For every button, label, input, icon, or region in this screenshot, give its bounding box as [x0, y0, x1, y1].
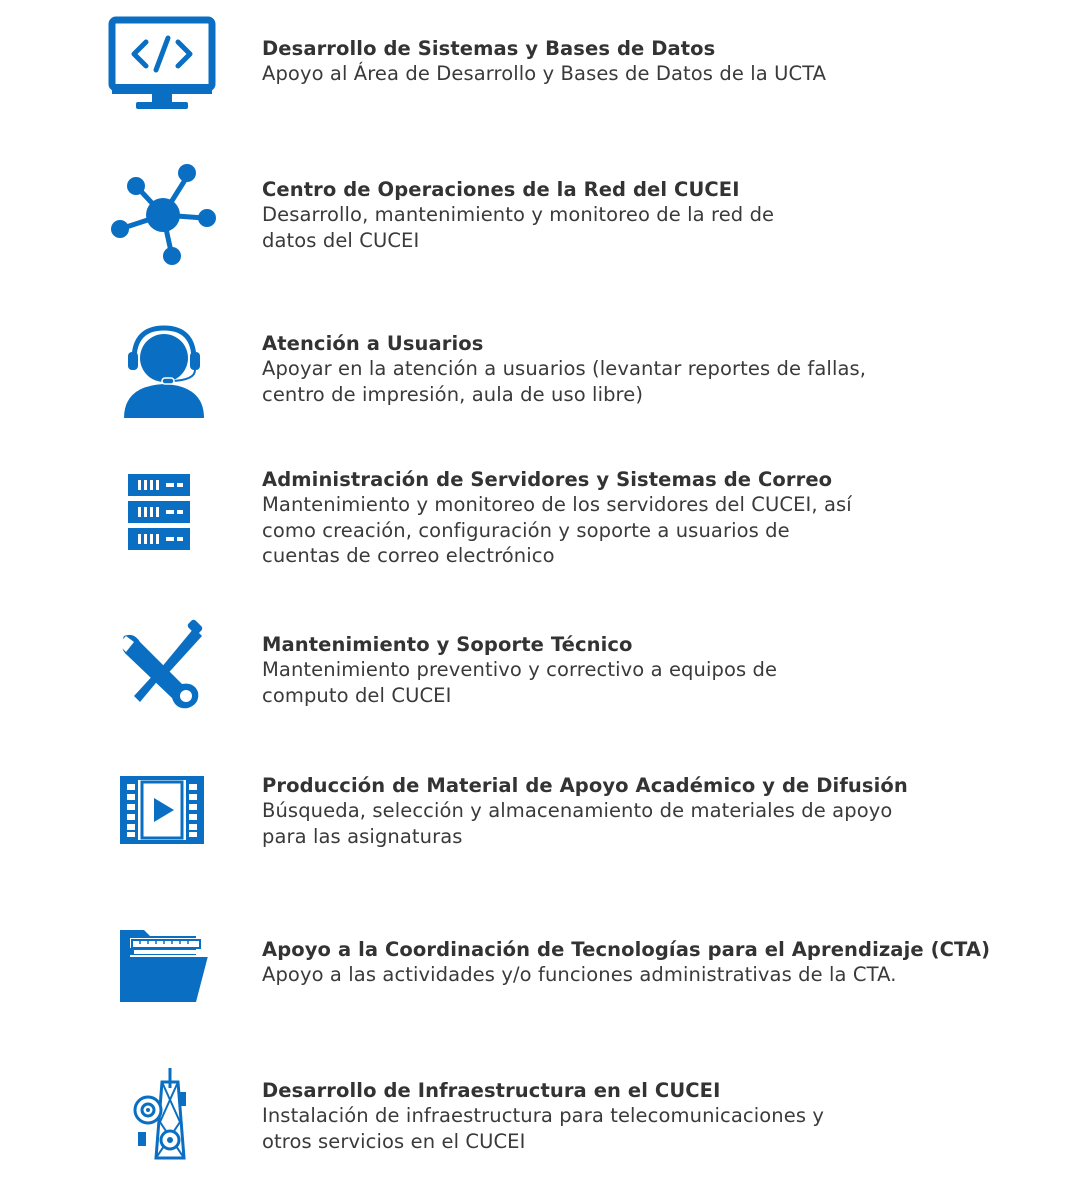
item-desc-line: cuentas de correo electrónico	[262, 544, 555, 567]
monitor-code-icon	[100, 12, 230, 122]
open-folder-icon	[100, 914, 230, 1024]
item-title: Apoyo a la Coordinación de Tecnologías para el Aprendizaje (CTA)	[262, 938, 991, 961]
item-title: Desarrollo de Infraestructura en el CUCEI	[262, 1079, 721, 1102]
item-desc-line: Apoyar en la atención a usuarios (levantar reportes de fallas,	[262, 357, 867, 380]
item-desc-line: Apoyo al Área de Desarrollo y Bases de Datos de la UCTA	[262, 62, 827, 85]
headset-user-icon	[100, 318, 230, 428]
item-desc-line: Búsqueda, selección y almacenamiento de materiales de apoyo	[262, 799, 893, 822]
network-hub-icon	[100, 160, 230, 270]
item-desc-line: Mantenimiento y monitoreo de los servidores del CUCEI, así	[262, 493, 852, 516]
item-title: Producción de Material de Apoyo Académico y de Difusión	[262, 774, 908, 797]
item-desc-line: para las asignaturas	[262, 824, 463, 848]
item-desc-line: computo del CUCEI	[262, 683, 452, 707]
item-desc-line: datos del CUCEI	[262, 228, 420, 252]
item-title: Desarrollo de Sistemas y Bases de Datos	[262, 37, 716, 60]
item-desc-line: Mantenimiento preventivo y correctivo a equipos de	[262, 658, 778, 681]
server-rack-icon	[100, 460, 230, 570]
item-title: Atención a Usuarios	[262, 332, 484, 355]
item-desc-line: como creación, configuración y soporte a usuarios de	[262, 518, 790, 542]
film-play-icon	[100, 760, 230, 870]
wrench-screwdriver-icon	[100, 614, 230, 724]
item-title: Mantenimiento y Soporte Técnico	[262, 633, 633, 656]
item-desc-line: centro de impresión, aula de uso libre)	[262, 382, 644, 406]
item-desc-line: otros servicios en el CUCEI	[262, 1129, 526, 1153]
item-desc-line: Desarrollo, mantenimiento y monitoreo de la red de	[262, 203, 775, 226]
telecom-tower-icon	[100, 1062, 230, 1172]
item-title: Centro de Operaciones de la Red del CUCEI	[262, 178, 740, 201]
item-desc-line: Apoyo a las actividades y/o funciones administrativas de la CTA.	[262, 963, 897, 986]
item-desc-line: Instalación de infraestructura para telecomunicaciones y	[262, 1104, 825, 1127]
item-title: Administración de Servidores y Sistemas de Correo	[262, 468, 833, 491]
